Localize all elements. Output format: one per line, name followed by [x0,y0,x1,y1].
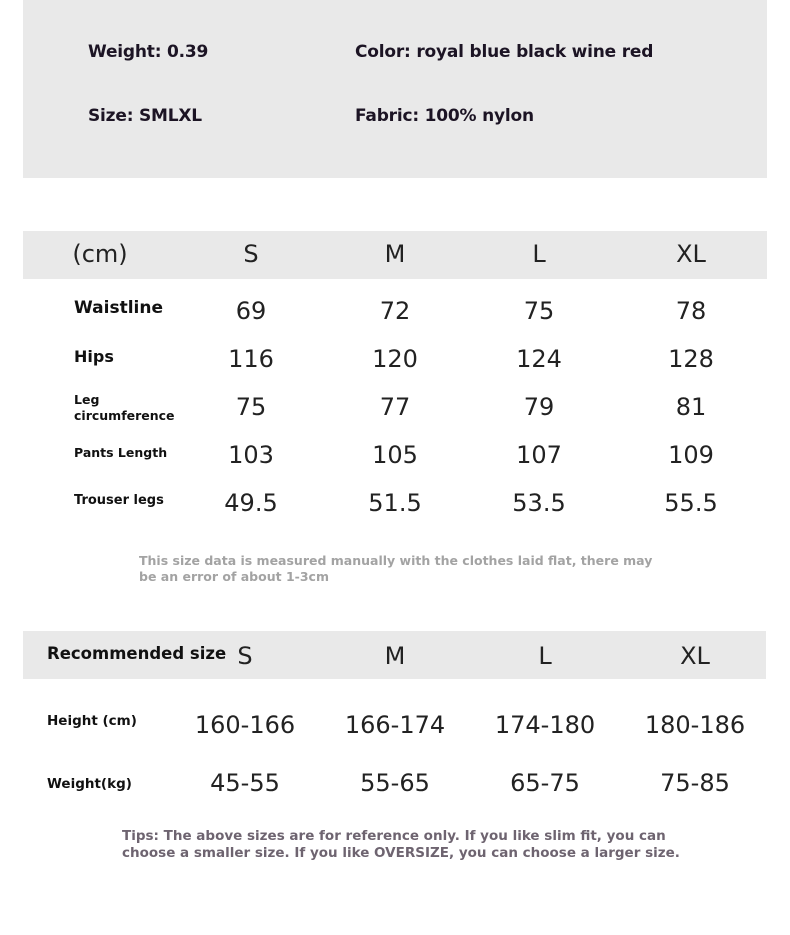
table-cell: 77 [379,393,411,421]
table-cell: 78 [675,297,707,325]
size-table-header-s: S [243,240,259,268]
size-table-note: This size data is measured manually with the clothes laid flat, there may be an error of about 1-3cm [139,553,653,584]
row-label-pants-length: Pants Length [74,445,168,460]
row-label-circumference: circumference [74,408,175,423]
size-table-unit-header: (cm) [72,240,128,268]
row-label-hips: Hips [74,347,114,366]
info-weight: Weight: 0.39 [88,42,209,62]
table-cell: 53.5 [512,489,566,517]
row-label-leg: Leg [74,392,100,407]
recommend-table-title: Recommended size [47,644,227,663]
product-info-panel [23,0,767,178]
table-cell: 51.5 [368,489,422,517]
table-cell: 75 [523,297,555,325]
table-cell: 109 [668,441,714,469]
table-cell: 180-186 [644,711,746,739]
table-cell: 166-174 [344,711,446,739]
table-cell: 103 [228,441,274,469]
table-cell: 45-55 [210,769,280,797]
size-table-header-l: L [532,240,546,268]
table-cell: 81 [675,393,707,421]
tips-text: Tips: The above sizes are for reference only. If you like slim fit, you can choose a smaller size. If you like OVERSIZE, you can choose a larger size. [122,828,680,861]
table-cell: 75 [235,393,267,421]
table-cell: 72 [379,297,411,325]
table-cell: 120 [372,345,418,373]
table-cell: 79 [523,393,555,421]
table-cell: 55.5 [664,489,718,517]
table-cell: 174-180 [494,711,596,739]
table-cell: 69 [235,297,267,325]
recommend-header-m: M [384,642,406,670]
table-cell: 124 [516,345,562,373]
info-fabric: Fabric: 100% nylon [355,106,534,126]
row-label-weight: Weight(kg) [47,776,132,792]
row-label-trouser-legs: Trouser legs [74,493,164,508]
row-label-height: Height (cm) [47,713,137,729]
table-cell: 160-166 [194,711,296,739]
table-cell: 75-85 [660,769,730,797]
table-cell: 105 [372,441,418,469]
recommend-header-s: S [237,642,253,670]
info-color: Color: royal blue black wine red [355,42,654,62]
table-cell: 116 [228,345,274,373]
table-cell: 49.5 [224,489,278,517]
recommend-header-xl: XL [680,642,710,670]
row-label-waistline: Waistline [74,298,163,318]
table-cell: 128 [668,345,714,373]
size-table-header-m: M [384,240,406,268]
table-cell: 55-65 [360,769,430,797]
info-size: Size: SMLXL [88,106,202,126]
table-cell: 65-75 [510,769,580,797]
table-cell: 107 [516,441,562,469]
recommend-header-l: L [538,642,552,670]
size-table-header-xl: XL [676,240,706,268]
